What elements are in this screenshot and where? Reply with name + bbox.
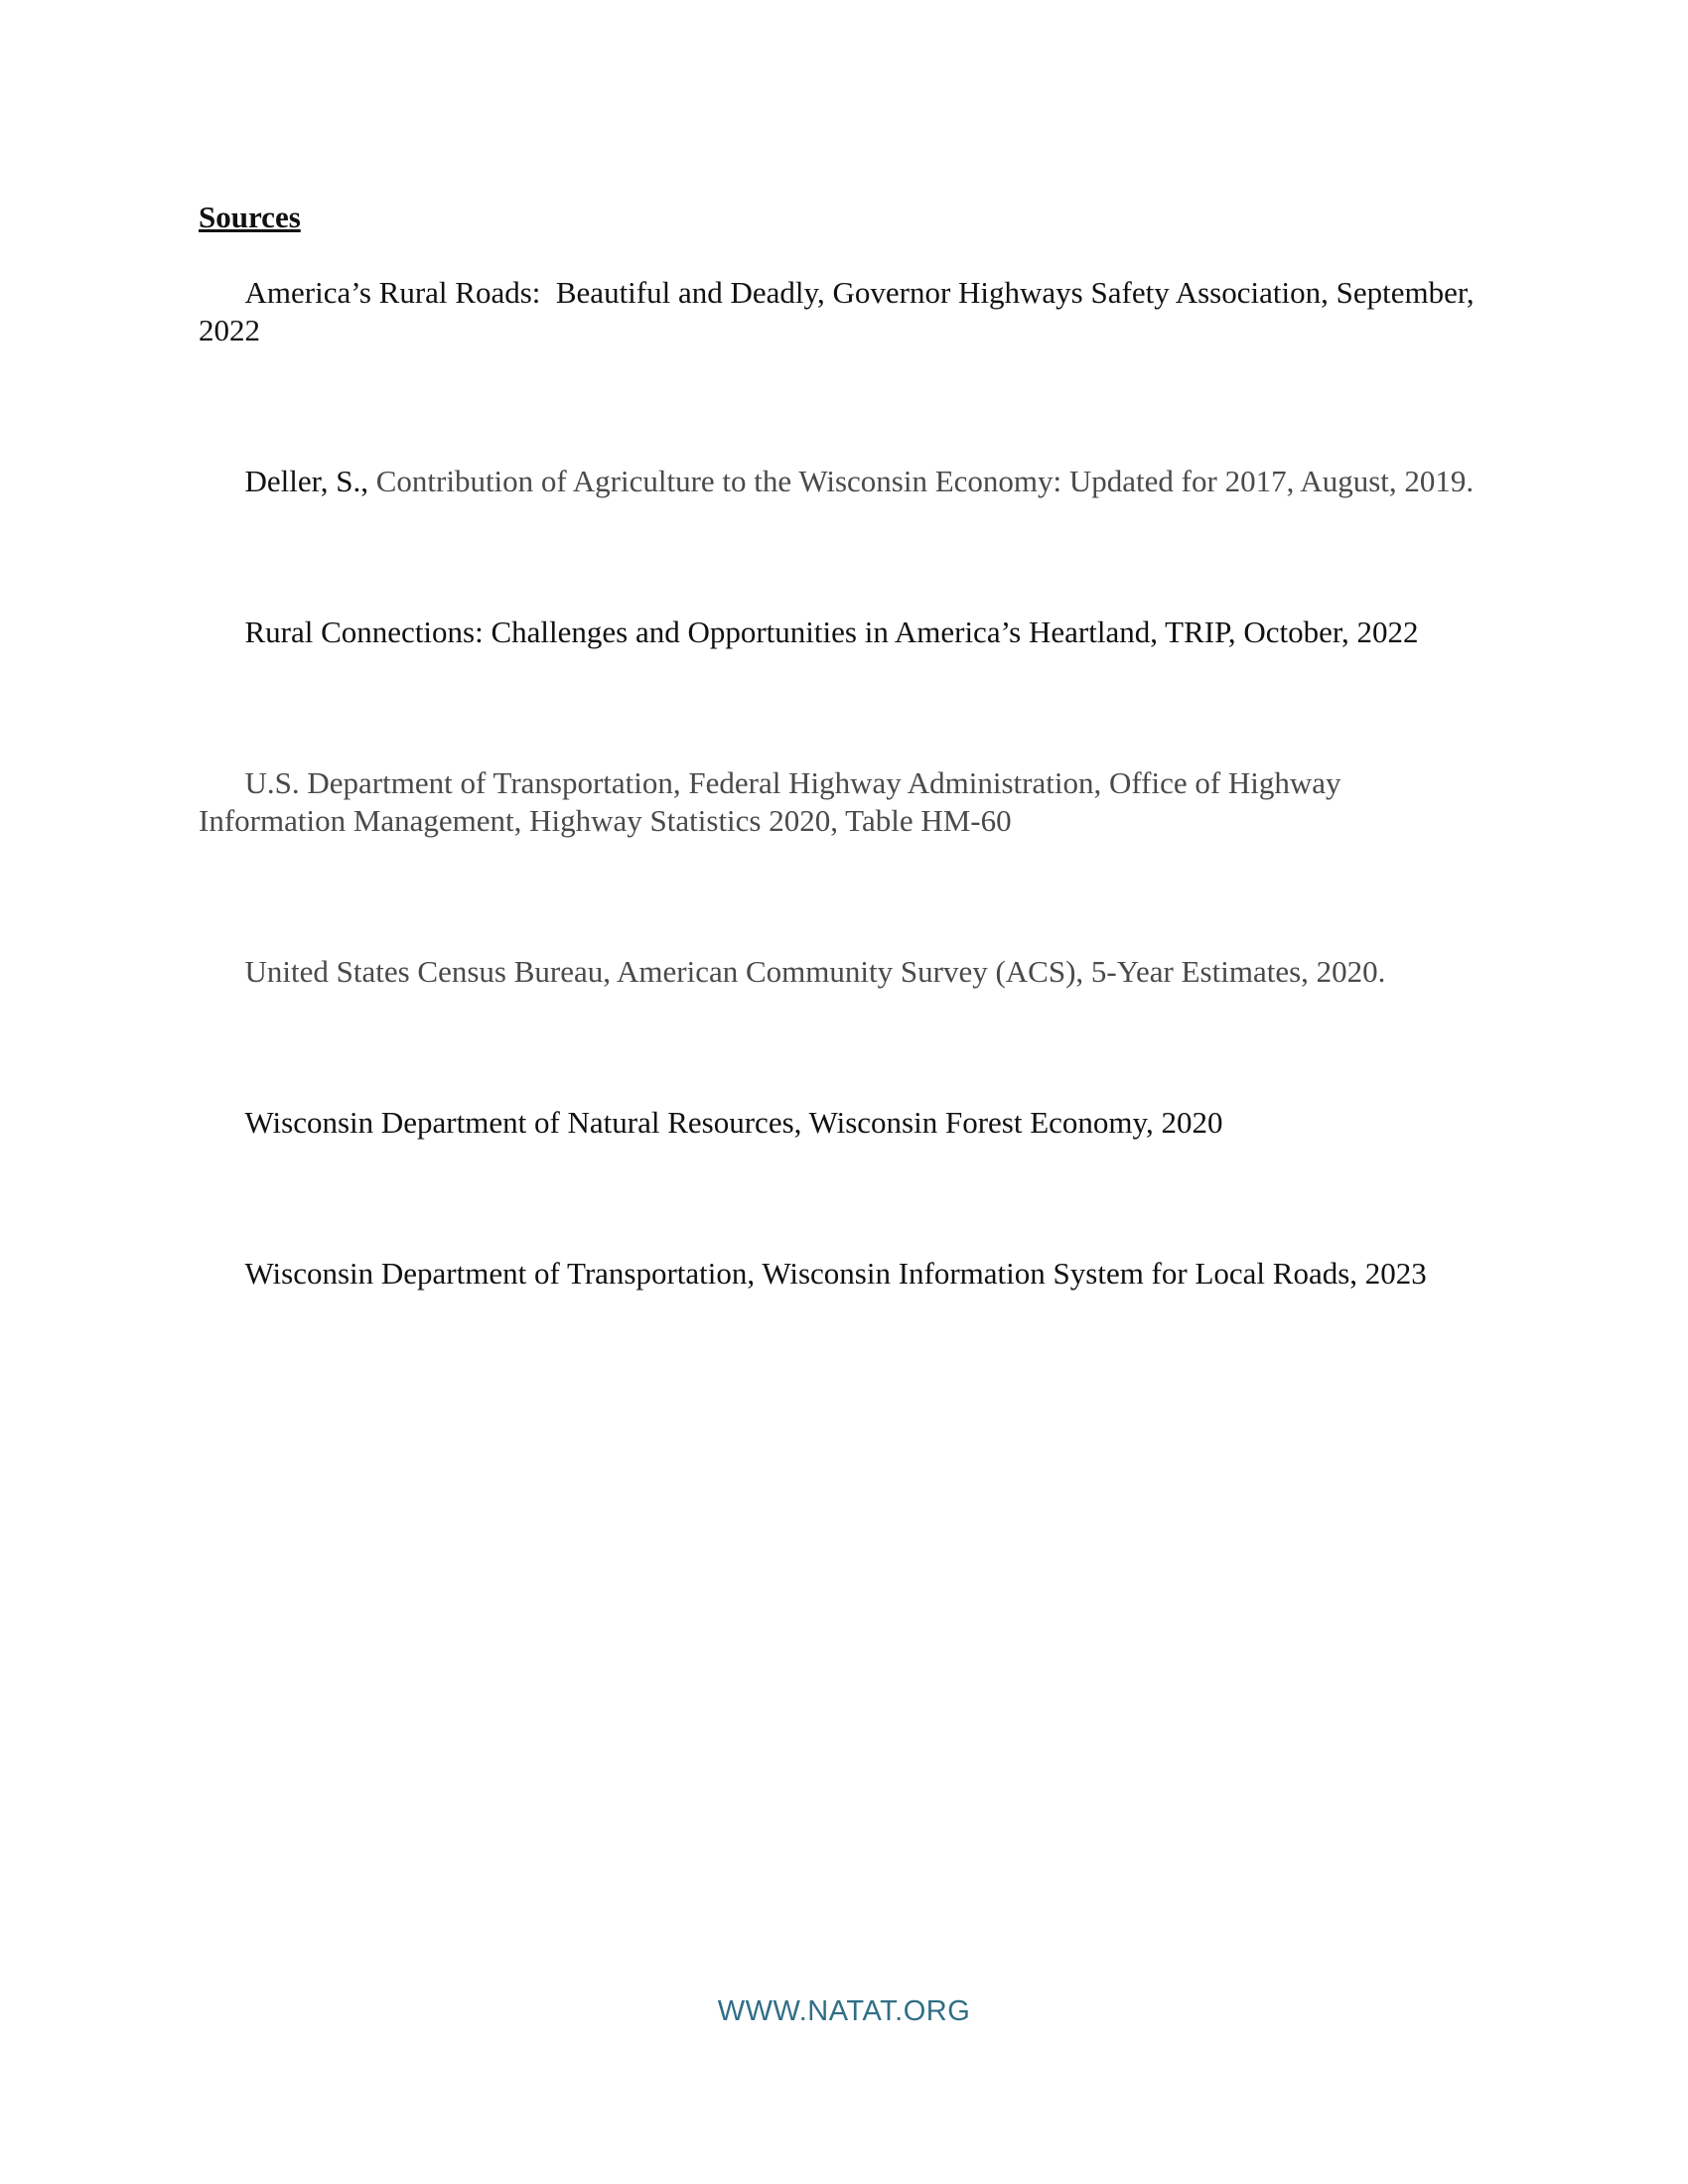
source-entry: [199, 236, 1489, 387]
footer-url: WWW.NATAT.ORG: [717, 1995, 971, 2027]
source-entry: [199, 1217, 1489, 1330]
source-entry: [199, 576, 1489, 689]
sources-section: [199, 199, 1489, 1368]
source-author: Deller, S.: [244, 464, 361, 498]
source-entry: [199, 727, 1489, 878]
source-text: U.S. Department of Transportation, Federal Highway Administration, Office of Highway Information Management, Highway Statistics 2020, Table HM-60: [199, 765, 1349, 838]
source-text: America’s Rural Roads: Beautiful and Deadly, Governor Highways Safety Association, September, 2022: [199, 275, 1482, 347]
source-entry: [199, 425, 1489, 538]
sources-heading: Sources: [199, 200, 301, 234]
source-entry: [199, 1066, 1489, 1179]
source-title: Contribution of Agriculture to the Wisconsin Economy: Updated for 2017, August, 2019.: [375, 464, 1475, 498]
source-separator: ,: [360, 464, 376, 498]
source-text: Wisconsin Department of Transportation, Wisconsin Information System for Local Roads, 2023: [244, 1256, 1427, 1291]
source-entry: [199, 915, 1489, 1028]
source-text: United States Census Bureau, American Community Survey (ACS), 5-Year Estimates, 2020.: [244, 954, 1386, 989]
source-text: Rural Connections: Challenges and Opportunities in America’s Heartland, TRIP, October, 2022: [244, 614, 1419, 649]
source-text: Wisconsin Department of Natural Resources, Wisconsin Forest Economy, 2020: [244, 1105, 1223, 1140]
